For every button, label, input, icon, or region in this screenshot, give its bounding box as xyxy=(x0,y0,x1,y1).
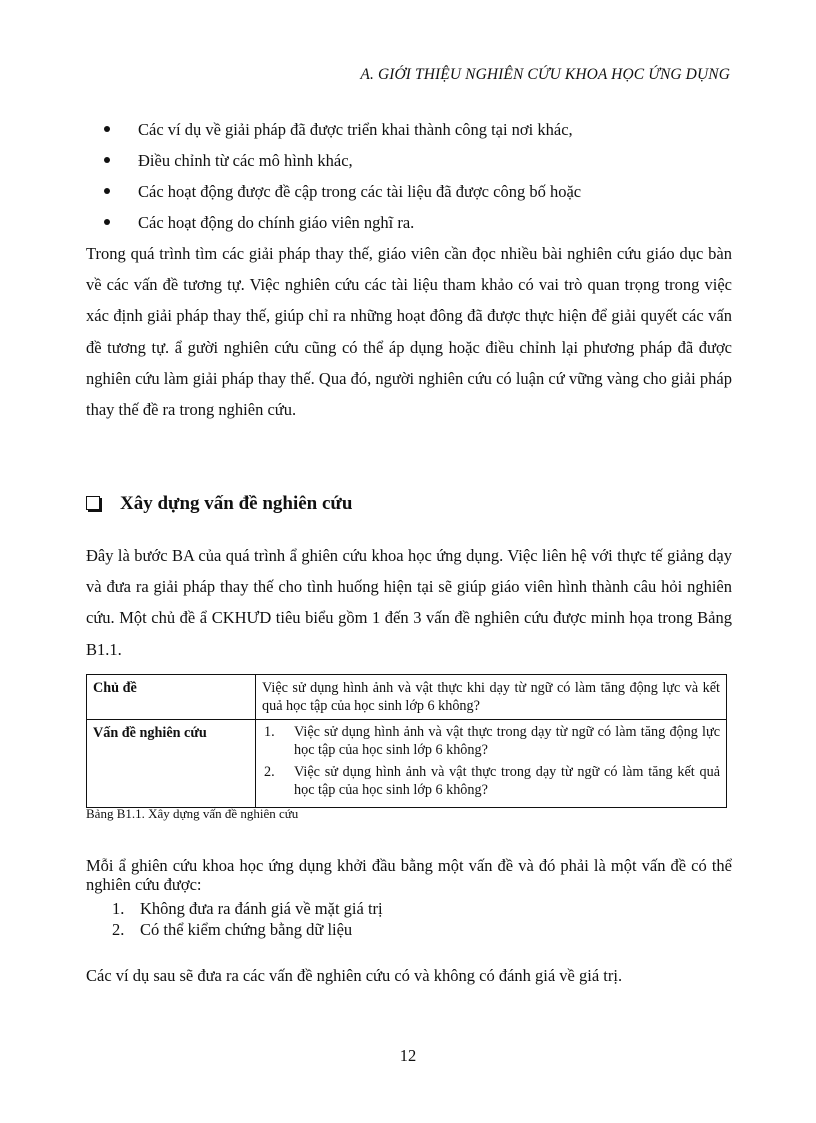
table-row xyxy=(87,675,727,720)
paragraph-examples: Các ví dụ sau sẽ đưa ra các vấn đề nghiên cứu có và không có đánh giá về giá trị. xyxy=(86,966,623,985)
list-item: 2. Có thể kiểm chứng bằng dữ liệu xyxy=(112,920,353,939)
page-number: 12 xyxy=(399,1046,417,1065)
bullet-icon xyxy=(104,126,110,132)
table-caption: Bảng B1.1. Xây dựng vấn đề nghiên cứu xyxy=(86,806,299,821)
list-item: 2. Việc sử dụng hình ảnh và vật thực trong dạy từ ngữ có làm tăng kết quả học tập của học sinh lớp 6 không? xyxy=(264,764,720,798)
list-item: Các hoạt động được đề cập trong các tài liệu đã được công bố hoặc xyxy=(104,176,581,207)
bullet-icon xyxy=(104,188,110,194)
list-item: Các hoạt động do chính giáo viên nghĩ ra. xyxy=(104,207,581,238)
checkbox-square-icon xyxy=(86,496,100,510)
bullet-icon xyxy=(104,219,110,225)
bullet-list xyxy=(104,114,581,238)
research-problem-table xyxy=(86,674,727,808)
section-heading: Xây dựng vấn đề nghiên cứu xyxy=(86,493,352,515)
numbered-list xyxy=(112,898,383,940)
paragraph-alternatives: Trong quá trình tìm các giải pháp thay thế, giáo viên cần đọc nhiều bài nghiên cứu giáo dục bàn về các vấn đề tương tự. Việc nghiên cứu các tài liệu tham khảo có vai trò quan trọng trong việc xác định giải pháp thay thế, giúp chỉ ra những hoạt đông đã được thực hiện để giải quyết các vấn đề tương tự. ẩ gười nghiên cứu cũng có thể áp dụng hoặc điều chỉnh lại phương pháp đã được nghiên cứu làm giải pháp thay thế. Qua đó, người nghiên cứu có luận cứ vững vàng cho giải pháp thay thế đề ra trong nghiên cứu. xyxy=(86,244,732,420)
table-row xyxy=(87,720,727,808)
table-cell-label: Chủ đề xyxy=(87,675,256,720)
list-item: 1. Không đưa ra đánh giá về mặt giá trị xyxy=(112,899,383,918)
paragraph-research-problem: Mỗi ẩ ghiên cứu khoa học ứng dụng khởi đầu bằng một vấn đề và đó phải là một vấn đề có thể nghiên cứu được: xyxy=(86,856,732,894)
paragraph-step-three: Đây là bước BA của quá trình ẩ ghiên cứu khoa học ứng dụng. Việc liên hệ với thực tế giảng dạy và đưa ra giải pháp thay thế cho tình huống hiện tại sẽ giúp giáo viên hình thành câu hỏi nghiên cứu. Một chủ đề ẩ CKHƯD tiêu biểu gồm 1 đến 3 vấn đề nghiên cứu được minh họa trong Bảng B1.1. xyxy=(86,546,732,659)
list-item: Điều chỉnh từ các mô hình khác, xyxy=(104,145,581,176)
running-header: A. GIỚI THIỆU NGHIÊN CỨU KHOA HỌC ỨNG DỤNG xyxy=(360,66,730,83)
list-item: Các ví dụ về giải pháp đã được triển khai thành công tại nơi khác, xyxy=(104,114,581,145)
bullet-icon xyxy=(104,157,110,163)
table-cell-value: Việc sử dụng hình ảnh và vật thực khi dạy từ ngữ có làm tăng động lực và kết quả học tập của học sinh lớp 6 không? xyxy=(256,675,727,720)
list-item: 1. Việc sử dụng hình ảnh và vật thực trong dạy từ ngữ có làm tăng động lực học tập của học sinh lớp 6 không? xyxy=(264,724,720,758)
table-cell-value xyxy=(256,720,727,808)
table-cell-label: Vấn đề nghiên cứu xyxy=(87,720,256,808)
